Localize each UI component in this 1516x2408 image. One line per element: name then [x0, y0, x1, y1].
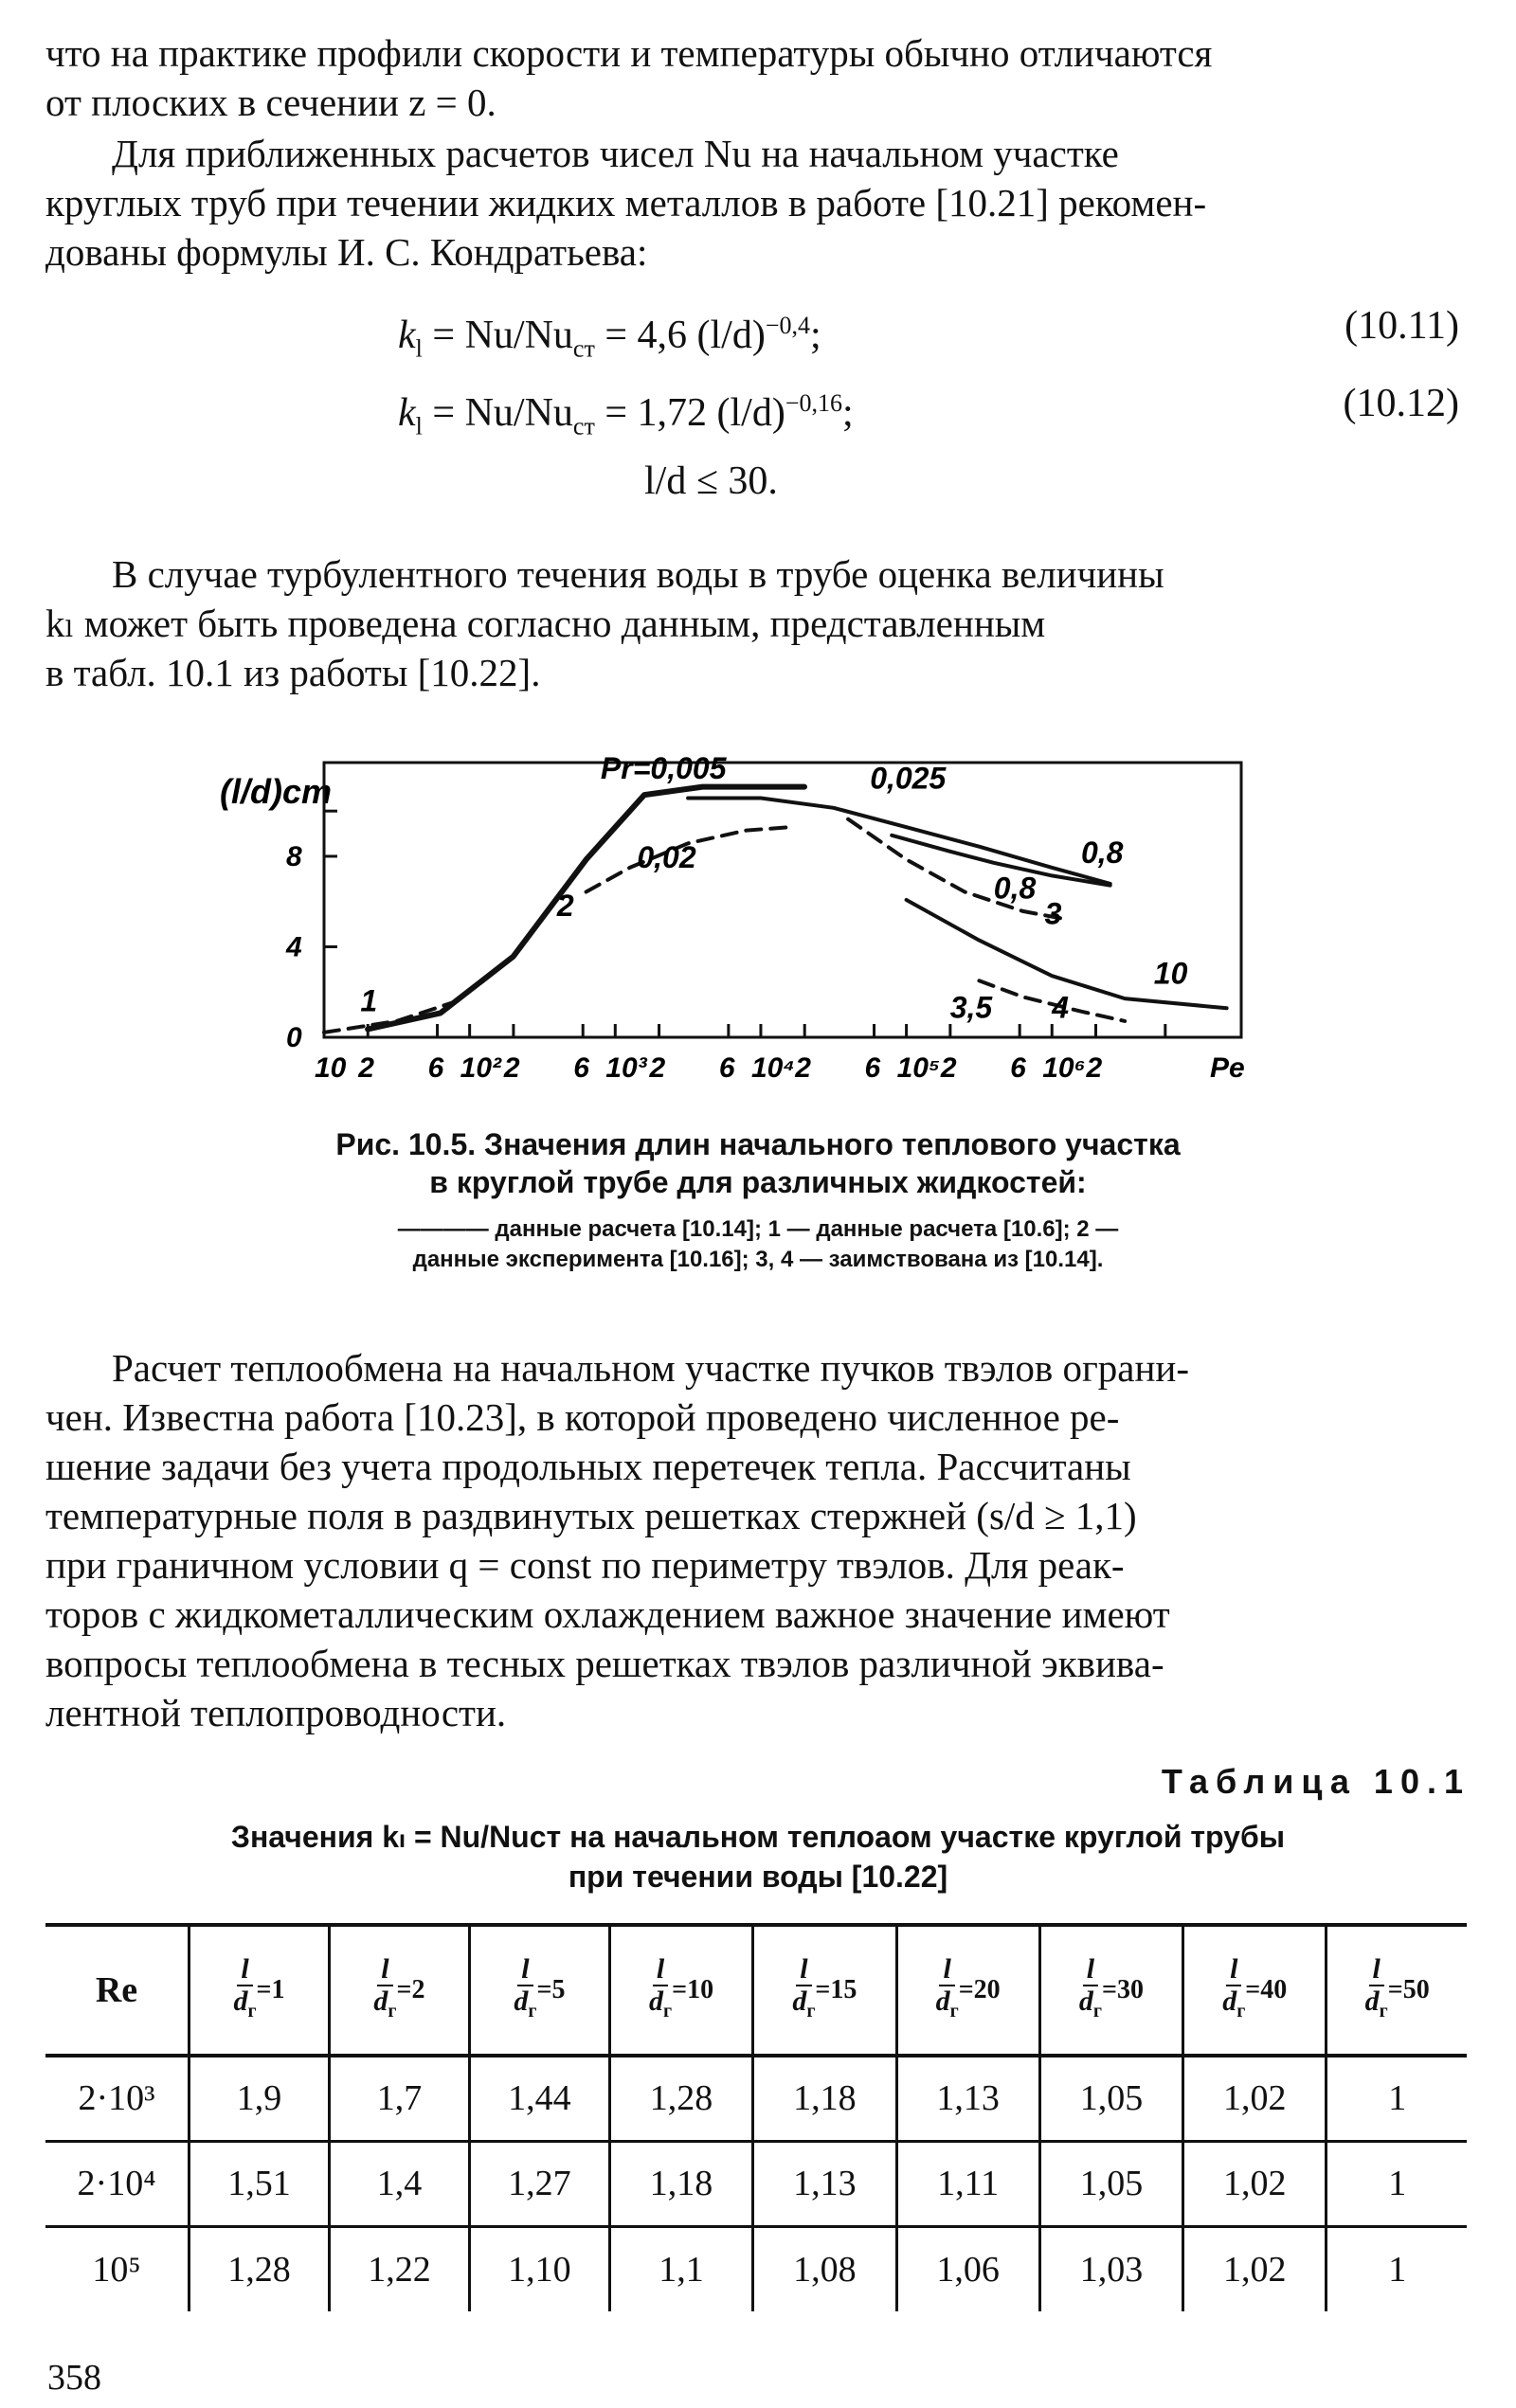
column-value: =20 [958, 1975, 1001, 2004]
column-header [469, 1925, 609, 2056]
denominator-subscript: г [1092, 2001, 1102, 2022]
y-axis [285, 811, 337, 1053]
caption-line: в круглой трубе для различных жидкостей: [429, 1165, 1087, 1199]
table-cell: 1,10 [469, 2226, 609, 2311]
denominator-symbol: d [935, 1986, 950, 2017]
table-row [45, 2056, 1467, 2141]
formula-subscript: l [415, 334, 423, 363]
denominator-symbol: d [233, 1986, 248, 2017]
text-line: Расчет теплообмена на начальном участке пучков твэлов ограни- [112, 1346, 1189, 1390]
formula-part: ; [810, 314, 821, 357]
table-cell: 1,9 [190, 2056, 330, 2141]
formula-part: = Nu/Nu [422, 391, 573, 435]
x-tick-label: 2 [795, 1052, 811, 1084]
paragraph-bundles [45, 1343, 1467, 1737]
fraction-numerator: l [1226, 1954, 1241, 1986]
fraction-numerator: l [939, 1954, 954, 1986]
formula-symbol: k [398, 314, 416, 357]
x-tick-label: 6 [718, 1052, 735, 1084]
x-axis [315, 1024, 1245, 1084]
fraction-denominator [373, 1986, 396, 2026]
table-cell: 1,11 [896, 2141, 1039, 2226]
series-label: Pr=0,005 [600, 751, 727, 786]
ratio-fraction [233, 1954, 256, 2026]
ratio-fraction [936, 1954, 959, 2026]
x-tick-label: 6 [1010, 1052, 1026, 1084]
denominator-symbol: d [792, 1986, 807, 2017]
column-header-re: Re [95, 1970, 138, 2010]
caption-line: Рис. 10.5. Значения длин начального теплового участка [335, 1127, 1181, 1161]
series-labels [360, 751, 1187, 1024]
table-body [45, 2056, 1467, 2311]
data-table [45, 1923, 1467, 2311]
table-cell: 1,06 [896, 2226, 1039, 2311]
denominator-subscript: г [1236, 2001, 1246, 2022]
table-cell: 1,51 [190, 2141, 330, 2226]
formula-10-12 [398, 379, 854, 451]
fraction-denominator [233, 1986, 256, 2026]
denominator-symbol: d [1078, 1986, 1093, 2017]
denominator-symbol: d [1222, 1986, 1237, 2017]
fraction-denominator [1365, 1986, 1388, 2026]
table-cell: 1,08 [753, 2226, 896, 2311]
table-cell: 1,28 [190, 2226, 330, 2311]
series-label: 3,5 [949, 990, 993, 1025]
column-value: =2 [396, 1975, 425, 2004]
table-cell: 1,05 [1039, 2056, 1182, 2141]
column-value: =40 [1245, 1975, 1288, 2004]
text-line: при граничном условии q = const по периметру твэлов. Для реак- [45, 1543, 1125, 1587]
denominator-symbol: d [1364, 1986, 1380, 2017]
table-cell: 1 [1326, 2141, 1467, 2226]
series-label: 0,8 [993, 871, 1037, 906]
series-line [368, 787, 804, 1030]
ratio-fraction [649, 1954, 672, 2026]
paragraph-turbulent [45, 549, 1467, 697]
column-value: =5 [536, 1975, 566, 2004]
column-value: =30 [1102, 1975, 1144, 2004]
formula-subscript: ст [572, 334, 595, 363]
column-value: =1 [256, 1975, 285, 2004]
fraction-denominator [1222, 1986, 1245, 2026]
x-tick-label: 10³ [605, 1052, 647, 1084]
table-cell: 1,05 [1039, 2141, 1182, 2226]
ratio-fraction [1222, 1954, 1245, 2026]
plot-series [324, 787, 1227, 1033]
x-tick-label: 2 [503, 1052, 520, 1084]
page-number: 358 [47, 2358, 101, 2398]
fraction-numerator: l [377, 1954, 392, 1986]
formula-part: = 1,72 (l/d) [594, 391, 785, 435]
fraction-denominator [649, 1986, 672, 2026]
fraction-numerator: l [237, 1954, 252, 1986]
fraction-denominator [792, 1986, 815, 2026]
row-header-re: 10⁵ [92, 2249, 141, 2290]
table-cell: 1,13 [896, 2056, 1039, 2141]
table-cell: 1,22 [329, 2226, 469, 2311]
series-label: 1 [360, 983, 378, 1018]
formula-subscript: ст [572, 412, 595, 440]
paragraph-formulas-intro [45, 129, 1467, 277]
ratio-fraction [792, 1954, 815, 2026]
formula-subscript: l [415, 412, 423, 440]
series-label: 4 [1052, 990, 1070, 1025]
ratio-fraction [1365, 1954, 1388, 2026]
text-line: в табл. 10.1 из работы [10.22]. [45, 651, 541, 694]
table-row [45, 2226, 1467, 2311]
x-tick-label: 2 [649, 1052, 666, 1084]
table-title [76, 1817, 1440, 1896]
text-line: kₗ может быть проведена согласно данным, представленным [45, 602, 1046, 645]
formula-10-11 [398, 301, 821, 373]
denominator-subscript: г [1379, 2001, 1388, 2022]
column-value: =15 [815, 1975, 857, 2004]
x-tick-label: 2 [1086, 1052, 1103, 1084]
x-tick-label: 10⁶ [1042, 1052, 1086, 1084]
column-value: =50 [1387, 1975, 1430, 2004]
fraction-numerator: l [796, 1954, 811, 1986]
x-tick-label: 2 [940, 1052, 957, 1084]
table-cell: 1,02 [1183, 2056, 1326, 2141]
equation-number: (10.11) [1345, 304, 1459, 348]
figure-caption [190, 1125, 1326, 1201]
text-line: круглых труб при течении жидких металлов в работе [10.21] рекомен- [45, 181, 1207, 225]
table-cell: 1,44 [469, 2056, 609, 2141]
denominator-symbol: d [514, 1986, 529, 2017]
y-tick-label: 0 [286, 1022, 302, 1053]
x-tick-label: 6 [864, 1052, 881, 1084]
text-line: что на практике профили скорости и температуры обычно отличаются [45, 31, 1213, 75]
text-line: шение задачи без учета продольных перетечек тепла. Рассчитаны [45, 1445, 1131, 1488]
column-header [190, 1925, 330, 2056]
chart-figure [218, 748, 1260, 1108]
text-line: чен. Известна работа [10.23], в которой проведено численное ре- [45, 1395, 1120, 1439]
row-header-re: 2·10⁴ [77, 2164, 156, 2203]
denominator-symbol: d [649, 1986, 664, 2017]
table-cell: 1,28 [609, 2056, 752, 2141]
table-title-line: Значения kₗ = Nu/Nuст на начальном теплоаом участке круглой трубы [230, 1820, 1286, 1854]
x-tick-label: 6 [427, 1052, 444, 1084]
series-label: 3 [1044, 896, 1062, 931]
fraction-denominator [1079, 1986, 1102, 2026]
column-header [1039, 1925, 1182, 2056]
ratio-fraction [514, 1954, 536, 2026]
table-cell: 1,18 [753, 2056, 896, 2141]
text-line: от плоских в сечении z = 0. [45, 81, 496, 124]
table-cell: 1,7 [329, 2056, 469, 2141]
x-tick-label: 10⁴ [750, 1052, 796, 1084]
denominator-subscript: г [247, 2001, 257, 2022]
formula-symbol: k [398, 391, 416, 435]
table-cell: 1 [1326, 2226, 1467, 2311]
column-header [896, 1925, 1039, 2056]
formula-condition: l/d ≤ 30. [644, 459, 778, 503]
x-tick-label: 10 [315, 1052, 347, 1084]
ratio-fraction [1079, 1954, 1102, 2026]
text-line: торов с жидкометаллическим охлаждением важное значение имеют [45, 1592, 1170, 1636]
x-tick-label: 10² [460, 1052, 502, 1084]
text-line: Для приближенных расчетов чисел Nu на начальном участке [112, 132, 1119, 175]
paragraph-intro [45, 28, 1467, 127]
formula-part: = Nu/Nu [422, 314, 573, 357]
table-cell: 1,02 [1183, 2226, 1326, 2311]
x-tick-label: Pe [1209, 1052, 1245, 1084]
legend-line: ———— данные расчета [10.14]; 1 — данные расчета [10.6]; 2 — [397, 1216, 1119, 1242]
fraction-numerator: l [517, 1954, 532, 1986]
denominator-subscript: г [528, 2001, 537, 2022]
table-cell: 1 [1326, 2056, 1467, 2141]
text-line: вопросы теплообмена в тесных решетках твэлов различной эквива- [45, 1642, 1164, 1685]
y-tick-label: 4 [286, 931, 302, 963]
denominator-symbol: d [373, 1986, 388, 2017]
column-header [609, 1925, 752, 2056]
denominator-subscript: г [806, 2001, 816, 2022]
fraction-denominator [514, 1986, 536, 2026]
fraction-denominator [936, 1986, 959, 2026]
formula-exponent: −0,16 [785, 389, 842, 417]
series-label: 10 [1153, 956, 1188, 991]
table-cell: 1,27 [469, 2141, 609, 2226]
fraction-numerator: l [1369, 1954, 1384, 1986]
formula-part: = 4,6 (l/d) [594, 314, 766, 357]
y-axis-title [220, 772, 332, 811]
formula-exponent: −0,4 [765, 312, 810, 339]
fraction-numerator: l [1083, 1954, 1098, 1986]
table-row [45, 2141, 1467, 2226]
text-line: лентной теплопроводности. [45, 1691, 507, 1734]
column-header [329, 1925, 469, 2056]
table-cell: 1,18 [609, 2141, 752, 2226]
ratio-fraction [373, 1954, 396, 2026]
x-tick-label: 10⁵ [896, 1052, 941, 1084]
table-cell: 1,02 [1183, 2141, 1326, 2226]
figure-legend [190, 1214, 1326, 1275]
denominator-subscript: г [949, 2001, 959, 2022]
table-cell: 1,13 [753, 2141, 896, 2226]
column-header [1326, 1925, 1467, 2056]
x-tick-label: 6 [573, 1052, 589, 1084]
legend-line: данные эксперимента [10.16]; 3, 4 — заимствована из [10.14]. [412, 1247, 1104, 1272]
text-line: дованы формулы И. С. Кондратьева: [45, 230, 648, 274]
text-line: температурные поля в раздвинутых решетках стержней (s/d ≥ 1,1) [45, 1494, 1137, 1537]
formula-part: ; [842, 391, 854, 435]
y-tick-label: 8 [286, 840, 302, 872]
table-title-line: при течении воды [10.22] [568, 1860, 948, 1894]
x-tick-label: 2 [358, 1052, 374, 1084]
y-axis-label: (l/d)ст [220, 772, 333, 811]
series-line [324, 1002, 455, 1033]
row-header-re: 2·10³ [78, 2078, 155, 2119]
series-label: 0,025 [870, 761, 947, 796]
equation-number: (10.12) [1343, 382, 1459, 425]
fraction-numerator: l [653, 1954, 668, 1986]
denominator-subscript: г [388, 2001, 397, 2022]
text-line: В случае турбулентного течения воды в трубе оценка величины [112, 552, 1164, 596]
series-label: 2 [556, 889, 574, 924]
series-label: 0,02 [637, 839, 696, 874]
series-line [688, 799, 1110, 884]
table-label: Таблица 10.1 [1161, 1762, 1471, 1801]
column-value: =10 [672, 1975, 714, 2004]
table-cell: 1,1 [609, 2226, 752, 2311]
denominator-subscript: г [663, 2001, 673, 2022]
table-header-row [45, 1925, 1467, 2056]
column-header [1183, 1925, 1326, 2056]
column-header [753, 1925, 896, 2056]
series-label: 0,8 [1080, 835, 1124, 870]
table-cell: 1,4 [329, 2141, 469, 2226]
table-cell: 1,03 [1039, 2226, 1182, 2311]
